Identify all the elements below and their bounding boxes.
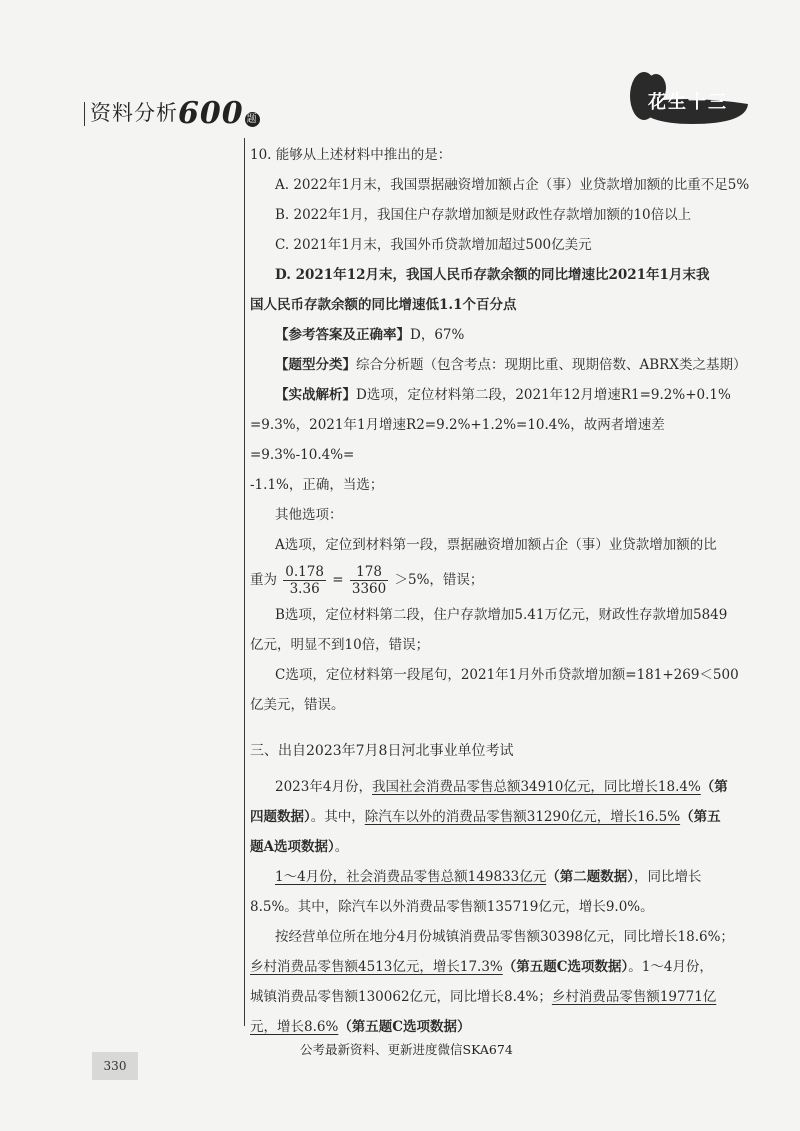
- material-paragraph-1: [250, 772, 760, 802]
- p1-text-d: 。: [334, 839, 349, 855]
- fraction-2: [350, 564, 388, 597]
- question-stem: 10. 能够从上述材料中推出的是：: [250, 147, 452, 163]
- p3-text-b: 城镇消费品零售额130062亿元，同比增长8.4%；: [250, 989, 552, 1005]
- fraction-2-denominator: 3360: [351, 581, 387, 597]
- margin-rule: [244, 138, 245, 1026]
- analysis-line2: =9.3%，2021年1月增速R2=9.2%+1.2%=10.4%，故两者增速差=9.3%-10.4%=: [250, 417, 665, 463]
- reference-answer-value: D，67%: [410, 327, 465, 343]
- option-a-analysis-line1: A选项，定位到材料第一段，票据融资增加额占企（事）业贷款增加额的比: [275, 537, 717, 553]
- section-gap: [250, 720, 760, 736]
- option-b-analysis-line1: B选项，定位材料第二段，住户存款增加5.41万亿元，财政性存款增加5849: [275, 607, 728, 623]
- option-d-line1: D. 2021年12月末，我国人民币存款余额的同比增速比2021年1月末我: [275, 267, 710, 283]
- fraction-1-numerator: 0.178: [285, 564, 324, 580]
- option-b: B. 2022年1月，我国住户存款增加额是财政性存款增加额的10倍以上: [275, 207, 692, 223]
- option-c-analysis-line2: 亿美元，错误。: [250, 697, 345, 713]
- material-paragraph-3-line3: [250, 982, 760, 1012]
- option-c: C. 2021年1月末，我国外币贷款增加超过500亿美元: [275, 237, 592, 253]
- question-type: [250, 350, 760, 380]
- analysis-line3: -1.1%，正确，当选；: [250, 477, 384, 493]
- other-options-label: 其他选项：: [275, 507, 343, 523]
- analysis-text1: D选项，定位材料第二段，2021年12月增速R1=9.2%+0.1%: [356, 387, 731, 403]
- page-number: 330: [92, 1052, 138, 1080]
- option-a-suffix: ＞5%，错误；: [394, 572, 484, 588]
- analysis-line1: [250, 380, 760, 410]
- fraction-1-denominator: 3.36: [289, 581, 320, 597]
- reference-answer-label: 【参考答案及正确率】: [275, 327, 410, 343]
- material-paragraph-2: [250, 862, 760, 892]
- header-rule: [84, 102, 85, 126]
- section-title: 三、出自2023年7月8日河北事业单位考试: [250, 743, 514, 759]
- book-title-suffix: 题: [246, 114, 258, 125]
- option-c-analysis-line1: C选项，定位材料第一段尾句，2021年1月外币贷款增加额=181+269＜500: [275, 667, 739, 683]
- option-d-line2: 国人民币存款余额的同比增速低1.1个百分点: [250, 297, 517, 313]
- p1-text-c: 。其中，: [310, 809, 365, 825]
- book-title: [90, 96, 260, 131]
- p1-underlined-1: 我国社会消费品零售总额34910亿元，同比增长18.4%: [371, 779, 701, 795]
- p3-note-1: （第五题C选项数据）: [502, 959, 629, 975]
- brand-name: 花生十三: [648, 92, 728, 113]
- question-type-value: 综合分析题（包含考点：现期比重、现期倍数、ABRX类之基期）: [356, 357, 747, 373]
- equals-sign: =: [332, 572, 344, 588]
- option-a-analysis-line2: [250, 560, 760, 600]
- main-content: [250, 140, 760, 1042]
- fraction-1: [283, 564, 326, 597]
- p2-text-a: ，同比增长: [633, 869, 702, 885]
- reference-answer: [250, 320, 760, 350]
- material-paragraph-3-line4: [250, 1012, 760, 1042]
- p1-note-2b: 题A选项数据）: [250, 839, 335, 855]
- p3-underlined-1: 乡村消费品零售额4513亿元，增长17.3%: [250, 959, 503, 975]
- material-paragraph-1-line3: [250, 832, 760, 862]
- option-b-analysis-line2: 亿元，明显不到10倍，错误；: [250, 637, 430, 653]
- footer-note: 公考最新资料、更新进度微信SKA674: [300, 1042, 513, 1057]
- p2-underlined-1: 1～4月份，社会消费品零售总额149833亿元: [275, 869, 547, 885]
- material-paragraph-3-line2: [250, 952, 760, 982]
- analysis-label: 【实战解析】: [275, 387, 356, 403]
- p3-note-2: （第五题C选项数据）: [338, 1019, 471, 1035]
- book-title-prefix: 资料分析: [90, 101, 178, 125]
- option-a-prefix: 重为: [250, 572, 277, 588]
- fraction-2-numerator: 178: [350, 564, 388, 581]
- p1-note-2a: （第五: [680, 809, 721, 825]
- book-title-number: 600: [178, 96, 244, 131]
- p1-note-1a: （第: [700, 779, 728, 795]
- option-a: A. 2022年1月末，我国票据融资增加额占企（事）业贷款增加额的比重不足5%: [275, 177, 750, 193]
- material-paragraph-2-line2: 8.5%。其中，除汽车以外消费品零售额135719亿元，增长9.0%。: [250, 899, 654, 915]
- p1-text-a: 2023年4月份，: [275, 779, 372, 795]
- question-type-label: 【题型分类】: [275, 357, 356, 373]
- p1-underlined-2: 除汽车以外的消费品零售额31290亿元，增长16.5%: [364, 809, 681, 825]
- p3-underlined-2a: 乡村消费品零售额19771亿: [551, 989, 717, 1005]
- p3-underlined-2b: 元，增长8.6%: [250, 1019, 339, 1035]
- p1-note-1b: 四题数据）: [250, 809, 311, 825]
- material-paragraph-3: 按经营单位所在地分4月份城镇消费品零售额30398亿元，同比增长18.6%；: [275, 929, 734, 945]
- p3-text-a: 。1～4月份，: [628, 959, 713, 975]
- material-paragraph-1-line2: [250, 802, 760, 832]
- p2-note-1: （第二题数据）: [546, 869, 634, 885]
